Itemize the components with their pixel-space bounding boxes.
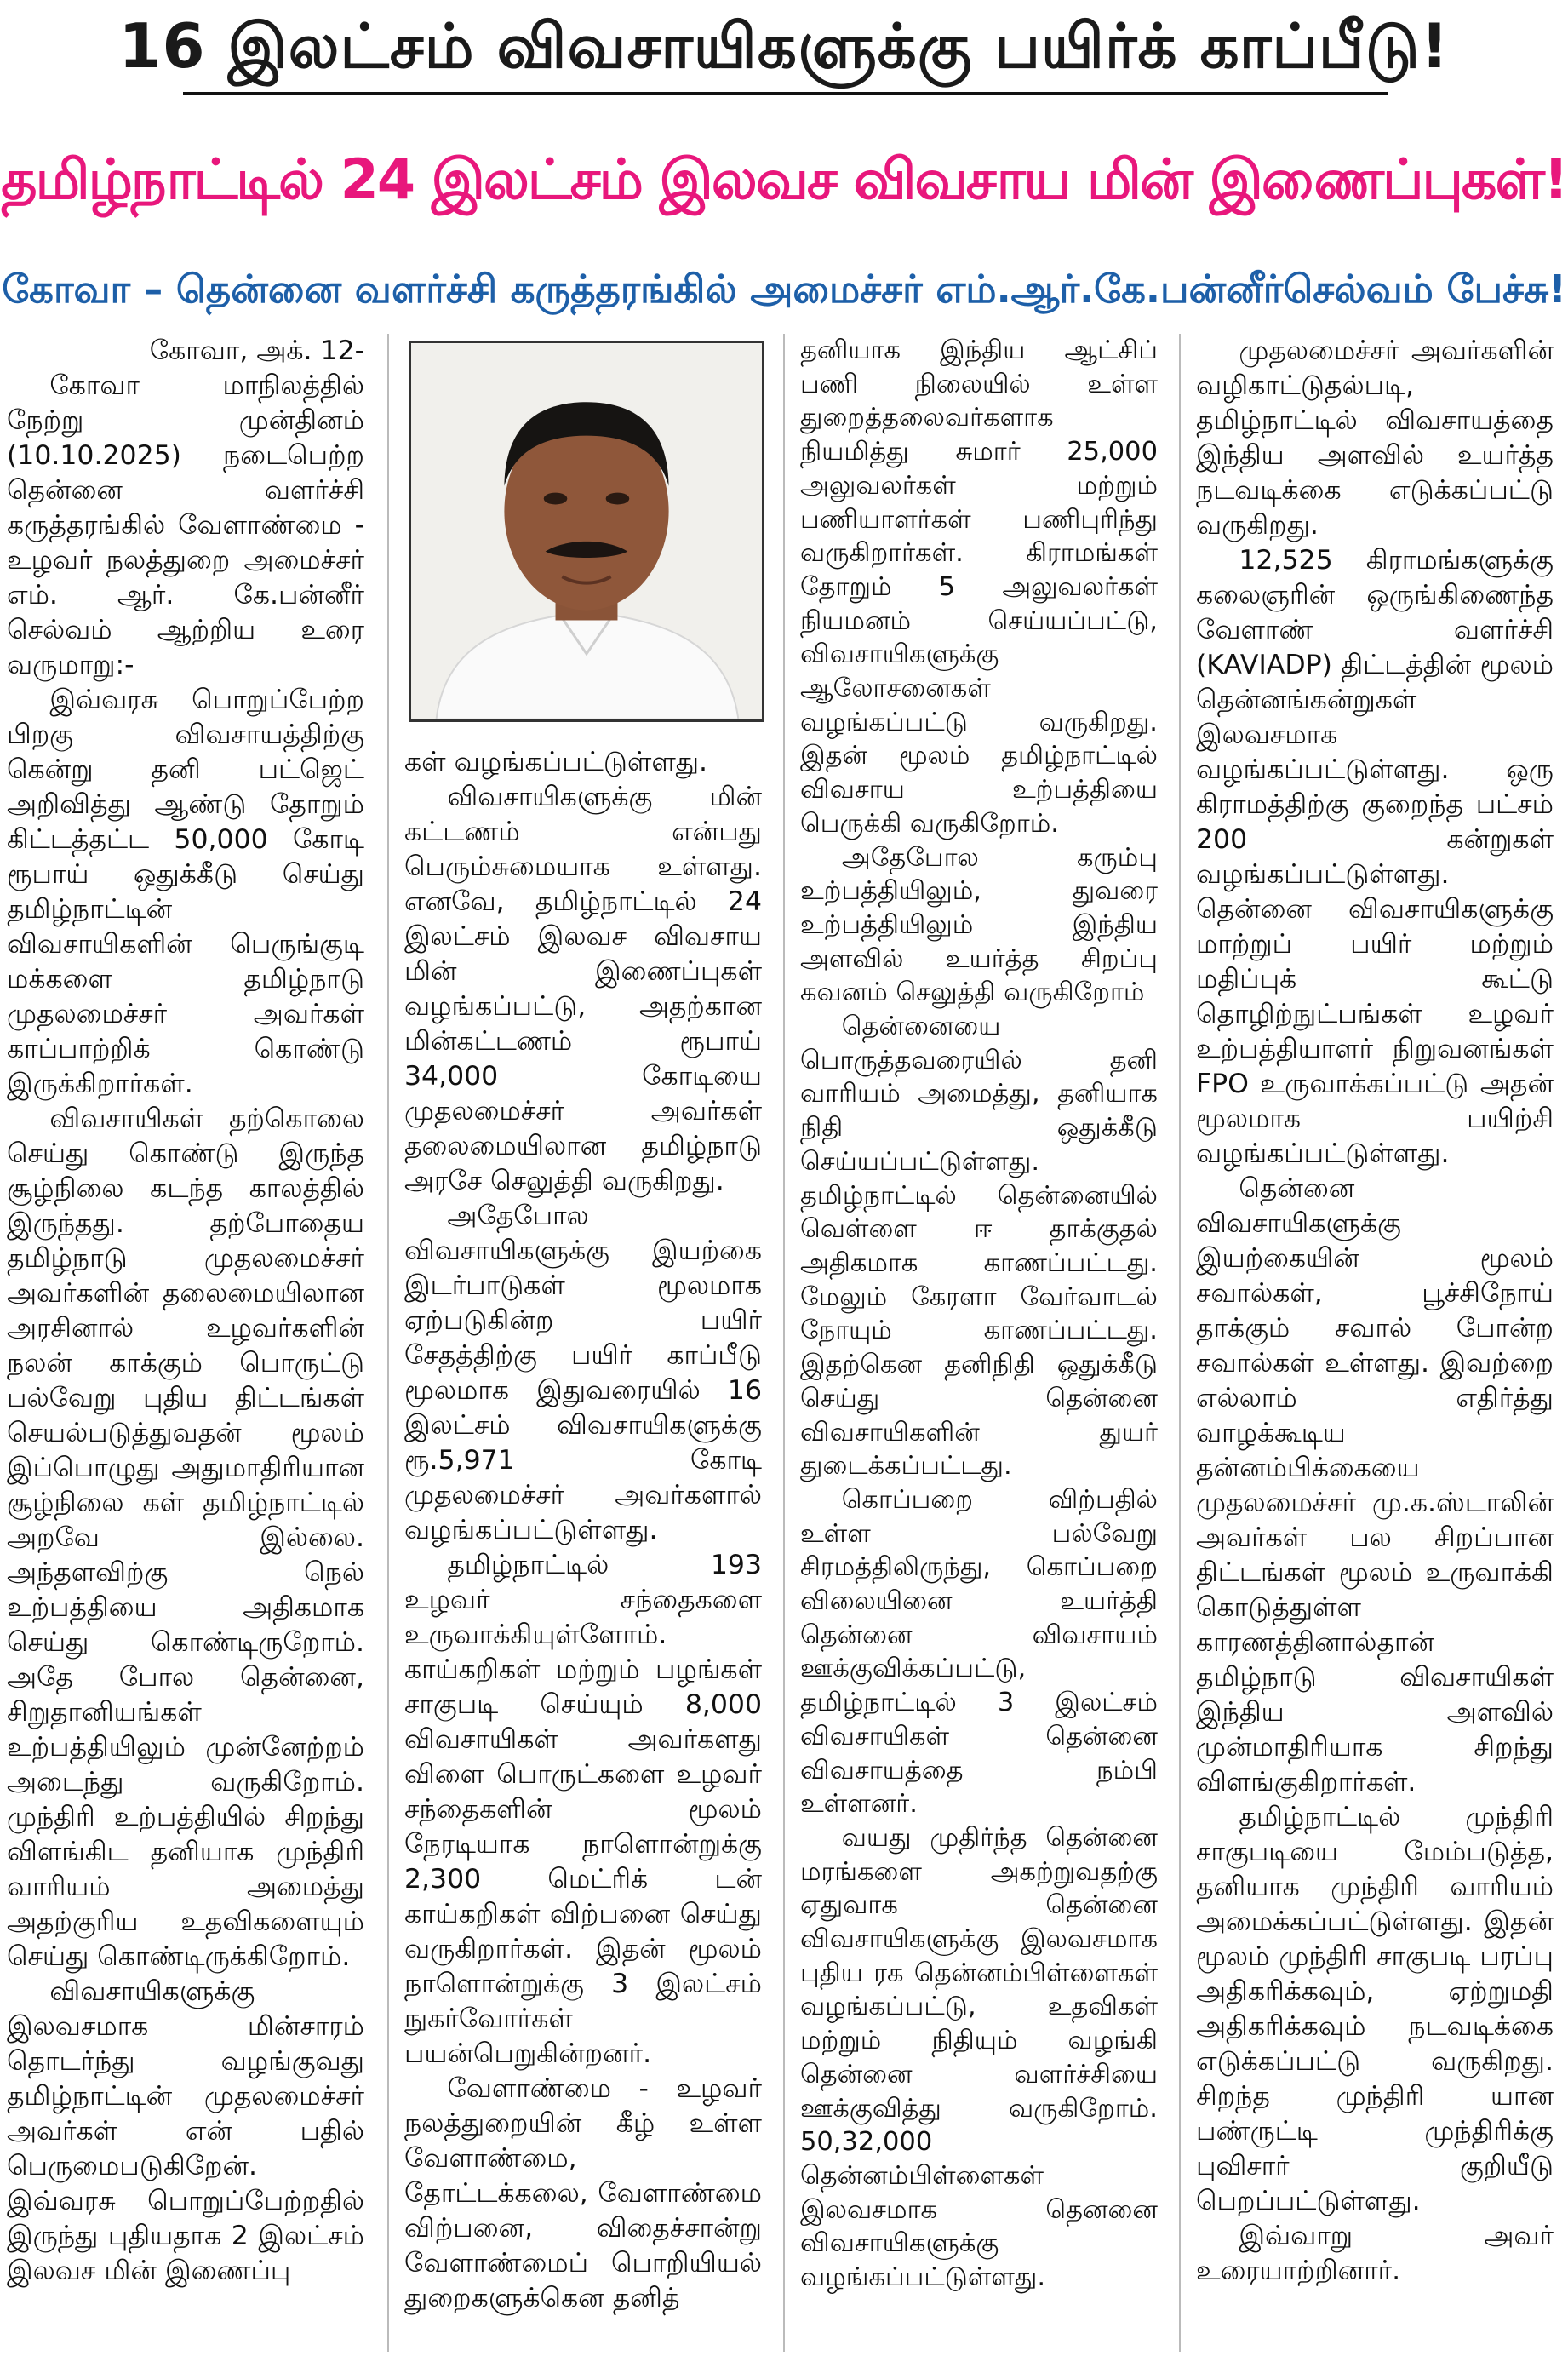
dateline: கோவா, அக். 12- — [149, 335, 364, 366]
article-paragraph: இவ்வரசு பொறுப்பேற்ற பிறகு விவசாயத்திற்கு கென்று தனி பட்ஜெட் அறிவித்து ஆண்டு தோறும் கிட்டத்தட்ட 50,000 கோடி ரூபாய் ஒதுக்கீடு செய்து தமிழ்நாட்டின் விவசாயிகளின் பெருங்குடி மக்களை தமிழ்நாடு முதலமைச்சர் அவர்கள் காப்பாற்றிக் கொண்டு இருக்கிறார்கள். — [7, 685, 364, 1099]
article-column-3 — [800, 334, 1158, 2352]
article-paragraph: வயது முதிர்ந்த தென்னை மரங்களை அகற்றுவதற்கு ஏதுவாக தென்னை விவசாயிகளுக்கு இலவசமாக புதிய ரக தென்னம்பிள்ளைகள் வழங்கப்பட்டு, உதவிகள் மற்றும் நிதியும் வழங்கி தென்னை வளர்ச்சியை ஊக்குவித்து வருகிறோம். 50,32,000 தென்னம்பிள்ளைகள் இலவசமாக தெனனை விவசாயிகளுக்கு வழங்கப்பட்டுள்ளது. — [800, 1822, 1158, 2293]
article-column-2 — [404, 745, 762, 2352]
article-paragraph: தென்னை விவசாயிகளுக்கு இயற்கையின் மூலம் சவால்கள், பூச்சிநோய் தாக்கும் சவால் போன்ற சவால்கள் உள்ளது. இவற்றை எல்லாம் எதிர்த்து வாழக்கூடிய தன்னம்பிக்கையை முதலமைச்சர் மு.க.ஸ்டாலின் அவர்கள் பல சிறப்பான திட்டங்கள் மூலம் உருவாக்கி கொடுத்துள்ள காரணத்தினால்தான் தமிழ்நாடு விவசாயிகள் இந்திய அளவில் முன்மாதிரியாக சிறந்து விளங்குகிறார்கள். — [1196, 1173, 1554, 1797]
article-paragraph: தென்னையை பொருத்தவரையில் தனி வாரியம் அமைத்து, தனியாக நிதி ஒதுக்கீடு செய்யப்பட்டுள்ளது. தமிழ்நாட்டில் தென்னையில் வெள்ளை ஈ தாக்குதல் அதிகமாக காணப்பட்டது. மேலும் கேரளா வேர்வாடல் நோயும் காணப்பட்டது. இதற்கென தனிநிதி ஒதுக்கீடு செய்து தென்னை விவசாயிகளின் துயர் துடைக்கப்பட்டது. — [800, 1012, 1158, 1482]
article-paragraph: கள் வழங்கப்பட்டுள்ளது. — [404, 747, 708, 777]
sub-headline: கோவா – தென்னை வளர்ச்சி கருத்தரங்கில் அமைச்சர் எம்.ஆர்.கே.பன்னீர்செல்வம் பேச்சு! — [2, 267, 1566, 312]
person-portrait-icon — [411, 343, 762, 719]
article-paragraph: தமிழ்நாட்டில் 193 உழவர் சந்தைகளை உருவாக்கியுள்ளோம். காய்கறிகள் மற்றும் பழங்கள் சாகுபடி செய்யும் 8,000 விவசாயிகள் அவர்களது விளை பொருட்களை உழவர் சந்தைகளின் மூலம் நேரடியாக நாளொன்றுக்கு 2,300 மெட்ரிக் டன் காய்கறிகள் விற்பனை செய்து வருகிறார்கள். இதன் மூலம் நாளொன்றுக்கு 3 இலட்சம் நுகர்வோர்கள் பயன்பெறுகின்றனர். — [404, 1550, 762, 2069]
article-paragraph: விவசாயிகள் தற்கொலை செய்து கொண்டு இருந்த சூழ்நிலை கடந்த காலத்தில் இருந்தது. தற்போதைய தமிழ்நாடு முதலமைச்சர் அவர்களின் தலைமையிலான அரசினால் உழவர்களின் நலன் காக்கும் பொருட்டு பல்வேறு புதிய திட்டங்கள் செயல்படுத்துவதன் மூலம் இப்பொழுது அதுமாதிரியான சூழ்நிலை கள் தமிழ்நாட்டில் அறவே இல்லை. அந்தளவிற்கு நெல் உற்பத்தியை அதிகமாக செய்து கொண்டிருறோம். அதே போல தென்னை, சிறுதானியங்கள் உற்பத்தியிலும் முன்னேற்றம் அடைந்து வருகிறோம். முந்திரி உற்பத்தியில் சிறந்து விளங்கிட தனியாக முந்திரி வாரியம் அமைத்து அதற்குரிய உதவிகளையும் செய்து கொண்டிருக்கிறோம். — [7, 1104, 364, 1972]
article-paragraph: விவசாயிகளுக்கு மின் கட்டணம் என்பது பெரும்சுமையாக உள்ளது. எனவே, தமிழ்நாட்டில் 24 இலட்சம் இலவச விவசாய மின் இணைப்புகள் வழங்கப்பட்டு, அதற்கான மின்கட்டணம் ரூபாய் 34,000 கோடியை முதலமைச்சர் அவர்கள் தலைமையிலான தமிழ்நாடு அரசே செலுத்தி வருகிறது. — [404, 782, 762, 1196]
article-paragraph: தமிழ்நாட்டில் முந்திரி சாகுபடியை மேம்படுத்த, தனியாக முந்திரி வாரியம் அமைக்கப்பட்டுள்ளது. இதன் மூலம் முந்திரி சாகுபடி பரப்பு அதிகரிக்கவும், ஏற்றுமதி அதிகரிக்கவும் நடவடிக்கை எடுக்கப்பட்டு வருகிறது. சிறந்த முந்திரி யான பண்ருட்டி முந்திரிக்கு புவிசார் குறியீடு பெறப்பட்டுள்ளது. — [1196, 1802, 1554, 2216]
article-paragraph: விவசாயிகளுக்கு இலவசமாக மின்சாரம் தொடர்ந்து வழங்குவது தமிழ்நாட்டின் முதலமைச்சர் அவர்கள் என் பதில் பெருமைபடுகிறேன். இவ்வரசு பொறுப்பேற்றதில் இருந்து புதியதாக 2 இலட்சம் இலவச மின் இணைப்பு — [7, 1976, 364, 2286]
article-paragraph: தனியாக இந்திய ஆட்சிப் பணி நிலையில் உள்ள துறைத்தலைவர்களாக நியமித்து சுமார் 25,000 அலுவலர்கள் மற்றும் பணியாளர்கள் பணிபுரிந்து வருகிறார்கள். கிராமங்கள் தோறும் 5 அலுவலர்கள் நியமனம் செய்யப்பட்டு, விவசாயிகளுக்கு ஆலோசனைகள் வழங்கப்பட்டு வருகிறது. இதன் மூலம் தமிழ்நாட்டில் விவசாய உற்பத்தியை பெருக்கி வருகிறோம். — [800, 335, 1158, 839]
article-column-4 — [1196, 334, 1554, 2352]
article-paragraph: அதேபோல விவசாயிகளுக்கு இயற்கை இடர்பாடுகள் மூலமாக ஏற்படுகின்ற பயிர் சேதத்திற்கு பயிர் காப்பீடு மூலமாக இதுவரையில் 16 இலட்சம் விவசாயிகளுக்கு ரூ.5,971 கோடி முதலமைச்சர் அவர்களால் வழங்கப்பட்டுள்ளது. — [404, 1201, 762, 1545]
kicker-divider — [183, 92, 1388, 95]
article-column-1 — [7, 334, 364, 2352]
column-divider — [783, 334, 785, 2352]
column-divider — [387, 334, 389, 2352]
article-paragraph: வேளாண்மை - உழவர் நலத்துறையின் கீழ் உள்ள வேளாண்மை, தோட்டக்கலை, வேளாண்மை விற்பனை, விதைச்சான்று வேளாண்மைப் பொறியியல் துறைகளுக்கென தனித் — [404, 2073, 762, 2313]
article-paragraph: முதலமைச்சர் அவர்களின் வழிகாட்டுதல்படி, தமிழ்நாட்டில் விவசாயத்தை இந்திய அளவில் உயர்த்த நடவடிக்கை எடுக்கப்பட்டு வருகிறது. — [1196, 335, 1554, 541]
article-paragraph: கொப்பறை விற்பதில் உள்ள பல்வேறு சிரமத்திலிருந்து, கொப்பறை விலையினை உயர்த்தி தென்னை விவசாயம் ஊக்குவிக்கப்பட்டு, தமிழ்நாட்டில் 3 இலட்சம் விவசாயிகள் தென்னை விவசாயத்தை நம்பி உள்ளனர். — [800, 1484, 1158, 1820]
closing-line: இவ்வாறு அவர் உரையாற்றினார். — [1196, 2221, 1554, 2286]
article-paragraph: 12,525 கிராமங்களுக்கு கலைஞரின் ஒருங்கிணைந்த வேளாண் வளர்ச்சி (KAVIADP) திட்டத்தின் மூலம் தென்னங்கன்றுகள் இலவசமாக வழங்கப்பட்டுள்ளது. ஒரு கிராமத்திற்கு குறைந்த பட்சம் 200 கன்றுகள் வழங்கப்பட்டுள்ளது. தென்னை விவசாயிகளுக்கு மாற்றுப் பயிர் மற்றும் மதிப்புக் கூட்டு தொழிற்நுட்பங்கள் உழவர் உற்பத்தியாளர் நிறுவனங்கள் FPO உருவாக்கப்பட்டு அதன் மூலமாக பயிற்சி வழங்கப்பட்டுள்ளது. — [1196, 545, 1554, 1169]
minister-photo — [409, 341, 764, 722]
kicker-headline: 16 இலட்சம் விவசாயிகளுக்கு பயிர்க் காப்பீடு! — [118, 10, 1450, 82]
article-paragraph: அதேபோல கரும்பு உற்பத்தியிலும், துவரை உற்பத்தியிலும் இந்திய அளவில் உயர்த்த சிறப்பு கவனம் செலுத்தி வருகிறோம் — [800, 842, 1158, 1008]
main-headline: தமிழ்நாட்டில் 24 இலட்சம் இலவச விவசாய மின் இணைப்புகள்! — [1, 148, 1567, 212]
column-divider — [1179, 334, 1181, 2352]
article-paragraph: கோவா மாநிலத்தில் நேற்று முன்தினம் (10.10.2025) நடைபெற்ற தென்னை வளர்ச்சி கருத்தரங்கில் வேளாண்மை - உழவர் நலத்துறை அமைச்சர் எம். ஆர். கே.பன்னீர் செல்வம் ஆற்றிய உரை வருமாறு:- — [7, 370, 364, 680]
